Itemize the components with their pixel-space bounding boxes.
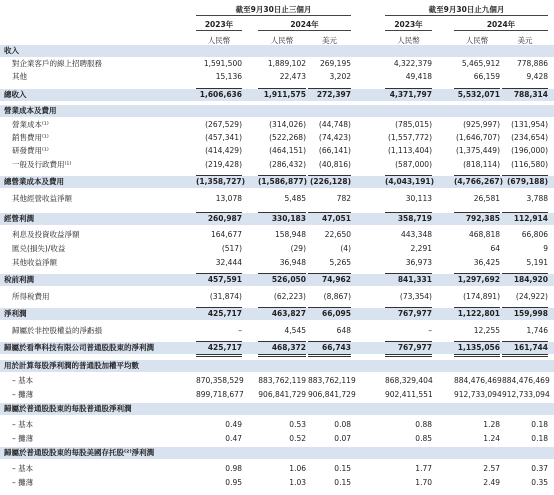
- period-9m-rule: [385, 15, 548, 16]
- subtotal-rule: [502, 341, 548, 342]
- row-value: 64: [490, 244, 500, 253]
- row-value: 468,818: [468, 230, 500, 239]
- row-value: (457,341): [205, 133, 242, 142]
- subtotal-rule: [196, 273, 242, 274]
- line-item-row: [0, 71, 554, 83]
- row-value: (1,113,404): [387, 146, 432, 155]
- row-value: 1.06: [289, 464, 306, 473]
- row-value: (522,268): [269, 133, 306, 142]
- row-label: 歸屬於看準科技有限公司普通股股東的淨利潤: [4, 343, 154, 352]
- subtotal-rule: [385, 175, 432, 176]
- row-value: 868,329,404: [385, 376, 433, 385]
- row-value: 66,159: [473, 72, 500, 81]
- row-label: – 攤薄: [12, 390, 34, 399]
- row-value: (1,358,727): [196, 177, 246, 186]
- row-value: 15,136: [215, 72, 242, 81]
- subtotal-rule: [454, 212, 500, 213]
- row-value: 1,135,056: [457, 343, 500, 352]
- row-value: 330,183: [271, 214, 306, 223]
- row-label: 歸屬於非控股權益的淨虧損: [12, 326, 102, 335]
- subtotal-rule: [454, 88, 500, 89]
- row-value: 159,998: [513, 309, 548, 318]
- row-value: 841,331: [397, 275, 432, 284]
- currency-header: 美元: [517, 36, 533, 45]
- row-value: (234,654): [511, 133, 548, 142]
- total-row: [0, 89, 554, 101]
- row-value: 0.18: [531, 434, 548, 443]
- row-value: 1.77: [415, 464, 432, 473]
- year-rule-4: [454, 30, 548, 31]
- row-value: 5,465,912: [461, 59, 500, 68]
- row-value: 0.47: [225, 434, 242, 443]
- subtotal-rule: [196, 212, 242, 213]
- row-value: 158,948: [274, 230, 306, 239]
- row-label: – 攤薄: [12, 434, 34, 443]
- row-value: (4): [340, 244, 351, 253]
- subtotal-rule: [502, 175, 548, 176]
- section-header-row: [0, 105, 554, 117]
- row-label: 匯兑(損失)/收益: [12, 244, 66, 253]
- row-value: 3,202: [329, 72, 351, 81]
- line-item-row: [0, 159, 554, 171]
- currency-header: 人民幣: [270, 36, 294, 45]
- subtotal-rule: [502, 88, 548, 89]
- row-value: 457,591: [207, 275, 242, 284]
- row-value: (4,766,267): [454, 177, 504, 186]
- subtotal-rule: [196, 88, 242, 89]
- row-value: 884,476,469: [454, 376, 502, 385]
- subtotal-rule: [196, 307, 242, 308]
- row-value: 272,397: [316, 90, 351, 99]
- row-value: 1,746: [526, 326, 548, 335]
- grand-total-double-rule: [385, 354, 432, 357]
- row-value: 883,762,119: [308, 376, 356, 385]
- row-value: 906,841,729: [308, 390, 356, 399]
- row-label: 歸屬於普通股股東的每股美國存托股⁽²⁾淨利潤: [4, 448, 155, 457]
- row-value: 269,195: [319, 59, 351, 68]
- row-value: 0.08: [334, 420, 351, 429]
- row-value: (925,997): [463, 120, 500, 129]
- row-value: 0.07: [334, 434, 351, 443]
- subtotal-rule: [308, 212, 351, 213]
- row-value: 5,265: [329, 258, 351, 267]
- row-value: 1,122,801: [457, 309, 500, 318]
- row-value: 2.57: [483, 464, 500, 473]
- row-value: (29): [290, 244, 306, 253]
- row-value: –: [238, 326, 242, 335]
- row-value: 425,717: [207, 343, 242, 352]
- row-label: 一般及行政費用⁽¹⁾: [12, 160, 72, 169]
- row-value: 260,987: [207, 214, 242, 223]
- row-label: 稅前利潤: [4, 275, 34, 284]
- period-3m-header: 截至9月30日止三個月: [235, 5, 312, 14]
- row-label: 歸屬於普通股股東的每股普通股淨利潤: [4, 404, 132, 413]
- row-value: 1.28: [483, 420, 500, 429]
- subtotal-rule: [502, 212, 548, 213]
- line-item-row: [0, 291, 554, 303]
- row-value: 0.52: [289, 434, 306, 443]
- row-value: 1,889,102: [267, 59, 306, 68]
- subtotal-rule: [385, 212, 432, 213]
- row-value: 22,473: [279, 72, 306, 81]
- currency-header: 人民幣: [465, 36, 489, 45]
- row-label: 收入: [4, 46, 19, 55]
- row-value: 9,428: [526, 72, 548, 81]
- subtotal-rule: [258, 212, 306, 213]
- row-value: 3,788: [526, 194, 548, 203]
- period-3m-rule: [196, 15, 351, 16]
- subtotal-rule: [308, 175, 351, 176]
- row-value: 1.24: [483, 434, 500, 443]
- year-2024-9m: 2024年: [486, 20, 516, 29]
- line-item-row: [0, 58, 554, 70]
- row-value: 12,255: [473, 326, 500, 335]
- section-header-row: [0, 447, 554, 459]
- row-value: (785,015): [395, 120, 432, 129]
- grand-total-double-rule: [196, 354, 242, 357]
- row-value: (1,586,877): [258, 177, 308, 186]
- row-value: 0.15: [334, 464, 351, 473]
- row-value: 2.49: [483, 478, 500, 487]
- row-value: (226,128): [309, 177, 351, 186]
- total-row: [0, 274, 554, 286]
- row-value: 2,291: [410, 244, 432, 253]
- row-value: 5,191: [526, 258, 548, 267]
- row-value: (286,432): [269, 160, 306, 169]
- line-item-row: [0, 325, 554, 337]
- year-rule-2: [258, 30, 351, 31]
- row-value: 1,911,575: [263, 90, 306, 99]
- subtotal-rule: [258, 273, 306, 274]
- row-value: (1,646,707): [455, 133, 500, 142]
- row-value: 0.53: [289, 420, 306, 429]
- row-value: 767,977: [397, 309, 432, 318]
- line-item-row: [0, 145, 554, 157]
- row-value: 778,886: [516, 59, 548, 68]
- row-value: (818,114): [463, 160, 500, 169]
- row-value: 9: [543, 244, 548, 253]
- row-value: (196,000): [511, 146, 548, 155]
- row-value: (679,188): [506, 177, 548, 186]
- row-value: 358,719: [397, 214, 432, 223]
- row-value: 1,606,636: [199, 90, 242, 99]
- row-label: 總營業成本及費用: [4, 177, 64, 186]
- line-item-row: [0, 419, 554, 431]
- row-value: 0.98: [225, 464, 242, 473]
- currency-header: 美元: [322, 36, 337, 45]
- subtotal-rule: [454, 341, 500, 342]
- row-value: 47,051: [322, 214, 351, 223]
- period-9m-header: 截至9月30日止九個月: [428, 5, 505, 14]
- row-value: (4,043,191): [385, 177, 435, 186]
- row-label: 用於計算每股淨利潤的普通股加權平均數: [4, 361, 139, 370]
- row-value: 906,841,729: [258, 390, 306, 399]
- row-value: 767,977: [397, 343, 432, 352]
- row-value: (44,748): [318, 120, 351, 129]
- row-value: 5,532,071: [457, 90, 500, 99]
- row-value: 49,418: [405, 72, 432, 81]
- row-label: – 基本: [12, 376, 34, 385]
- row-value: 112,914: [513, 214, 548, 223]
- row-value: (8,867): [323, 292, 351, 301]
- grand-total-double-rule: [454, 354, 500, 357]
- row-value: 184,920: [513, 275, 548, 284]
- subtotal-rule: [308, 88, 351, 89]
- line-item-row: [0, 193, 554, 205]
- row-value: 36,973: [405, 258, 432, 267]
- row-value: (414,429): [205, 146, 242, 155]
- subtotal-rule: [308, 307, 351, 308]
- line-item-row: [0, 132, 554, 144]
- row-value: (464,151): [269, 146, 306, 155]
- subtotal-rule: [385, 273, 432, 274]
- section-header-row: [0, 403, 554, 415]
- row-label: 其他經營收益淨額: [12, 194, 72, 203]
- row-value: 788,314: [513, 90, 548, 99]
- subtotal-rule: [454, 175, 500, 176]
- year-rule-3: [385, 30, 432, 31]
- row-value: 161,744: [513, 343, 548, 352]
- row-value: 902,411,551: [385, 390, 433, 399]
- line-item-row: [0, 229, 554, 241]
- row-label: 營業成本及費用: [4, 106, 57, 115]
- row-label: 營業成本⁽¹⁾: [12, 120, 49, 129]
- row-label: 其他收益淨額: [12, 258, 57, 267]
- row-value: (1,557,772): [387, 133, 432, 142]
- row-value: 13,078: [215, 194, 242, 203]
- row-value: (66,141): [318, 146, 351, 155]
- grand-total-double-rule: [502, 354, 548, 357]
- subtotal-rule: [196, 175, 242, 176]
- line-item-row: [0, 463, 554, 475]
- row-value: 443,348: [400, 230, 432, 239]
- row-value: (267,529): [205, 120, 242, 129]
- row-label: 總收入: [4, 90, 27, 99]
- row-value: (31,874): [209, 292, 242, 301]
- row-value: (40,816): [318, 160, 351, 169]
- year-2024-3m: 2024年: [290, 20, 319, 29]
- row-value: 912,733,094: [454, 390, 502, 399]
- row-value: 36,948: [279, 258, 306, 267]
- row-label: – 基本: [12, 420, 34, 429]
- row-value: –: [428, 326, 432, 335]
- year-rule-1: [196, 30, 242, 31]
- total-row: [0, 342, 554, 354]
- total-row: [0, 213, 554, 225]
- subtotal-rule: [258, 341, 306, 342]
- row-label: 利息及投資收益淨額: [12, 230, 80, 239]
- subtotal-rule: [502, 307, 548, 308]
- row-value: (1,375,449): [455, 146, 500, 155]
- row-label: 經營利潤: [4, 214, 34, 223]
- line-item-row: [0, 119, 554, 131]
- currency-header: 人民幣: [207, 36, 231, 45]
- grand-total-double-rule: [258, 354, 306, 357]
- total-row: [0, 176, 554, 188]
- row-value: (73,354): [399, 292, 432, 301]
- row-value: 1,297,692: [457, 275, 500, 284]
- row-value: 5,485: [284, 194, 306, 203]
- row-value: 899,718,677: [196, 390, 244, 399]
- row-value: 30,113: [405, 194, 432, 203]
- row-value: 74,962: [322, 275, 351, 284]
- row-value: (131,954): [511, 120, 548, 129]
- row-value: 164,677: [210, 230, 242, 239]
- row-value: 22,650: [324, 230, 351, 239]
- line-item-row: [0, 243, 554, 255]
- row-value: (116,580): [511, 160, 548, 169]
- subtotal-rule: [258, 307, 306, 308]
- row-value: 0.49: [225, 420, 242, 429]
- row-value: 0.15: [334, 478, 351, 487]
- row-value: 526,050: [271, 275, 306, 284]
- row-value: 870,358,529: [196, 376, 244, 385]
- row-value: 792,385: [465, 214, 500, 223]
- subtotal-rule: [454, 273, 500, 274]
- row-value: 26,581: [473, 194, 500, 203]
- subtotal-rule: [308, 273, 351, 274]
- row-value: 425,717: [207, 309, 242, 318]
- subtotal-rule: [385, 307, 432, 308]
- row-value: 4,545: [284, 326, 306, 335]
- row-value: 912,733,094: [502, 390, 550, 399]
- section-header-row: [0, 360, 554, 372]
- total-row: [0, 308, 554, 320]
- row-value: 0.85: [415, 434, 432, 443]
- row-value: 0.88: [415, 420, 432, 429]
- line-item-row: [0, 389, 554, 401]
- row-label: – 基本: [12, 464, 34, 473]
- grand-total-double-rule: [308, 354, 351, 357]
- row-label: 其他: [12, 72, 27, 81]
- row-value: (62,223): [273, 292, 306, 301]
- row-value: (587,000): [395, 160, 432, 169]
- row-value: 66,806: [521, 230, 548, 239]
- row-value: 883,762,119: [258, 376, 306, 385]
- subtotal-rule: [258, 175, 306, 176]
- row-value: 66,095: [322, 309, 351, 318]
- row-value: 66,743: [322, 343, 351, 352]
- subtotal-rule: [454, 307, 500, 308]
- row-label: 淨利潤: [4, 309, 27, 318]
- row-label: 研發費用⁽¹⁾: [12, 146, 49, 155]
- line-item-row: [0, 477, 554, 489]
- row-value: 0.35: [531, 478, 548, 487]
- row-value: 1,591,500: [203, 59, 242, 68]
- subtotal-rule: [502, 273, 548, 274]
- row-value: (74,423): [318, 133, 351, 142]
- row-value: 1.03: [289, 478, 306, 487]
- row-label: 銷售費用⁽¹⁾: [12, 133, 49, 142]
- row-value: 648: [336, 326, 351, 335]
- row-value: 4,371,797: [389, 90, 432, 99]
- row-value: 782: [336, 194, 351, 203]
- line-item-row: [0, 257, 554, 269]
- row-value: 463,827: [271, 309, 306, 318]
- subtotal-rule: [385, 88, 432, 89]
- row-value: 884,476,469: [502, 376, 550, 385]
- subtotal-rule: [308, 341, 351, 342]
- row-label: – 攤薄: [12, 478, 34, 487]
- row-label: 所得稅費用: [12, 292, 50, 301]
- row-value: 0.95: [225, 478, 242, 487]
- row-value: 4,322,379: [393, 59, 432, 68]
- row-value: (517): [221, 244, 242, 253]
- row-value: 36,425: [473, 258, 500, 267]
- line-item-row: [0, 433, 554, 445]
- row-label: 對企業客戶的線上招聘服務: [12, 59, 102, 68]
- row-value: 32,444: [215, 258, 242, 267]
- subtotal-rule: [258, 88, 306, 89]
- row-value: (24,922): [515, 292, 548, 301]
- section-header-row: [0, 45, 554, 57]
- currency-header: 人民幣: [397, 36, 420, 45]
- row-value: 1.70: [415, 478, 432, 487]
- row-value: (219,428): [205, 160, 242, 169]
- row-value: 468,372: [271, 343, 306, 352]
- year-2023-3m: 2023年: [204, 20, 234, 29]
- year-2023-9m: 2023年: [394, 20, 423, 29]
- row-value: (174,891): [463, 292, 500, 301]
- subtotal-rule: [385, 341, 432, 342]
- row-value: 0.18: [531, 420, 548, 429]
- row-value: 0.37: [531, 464, 548, 473]
- line-item-row: [0, 375, 554, 387]
- row-value: (314,026): [269, 120, 306, 129]
- subtotal-rule: [196, 341, 242, 342]
